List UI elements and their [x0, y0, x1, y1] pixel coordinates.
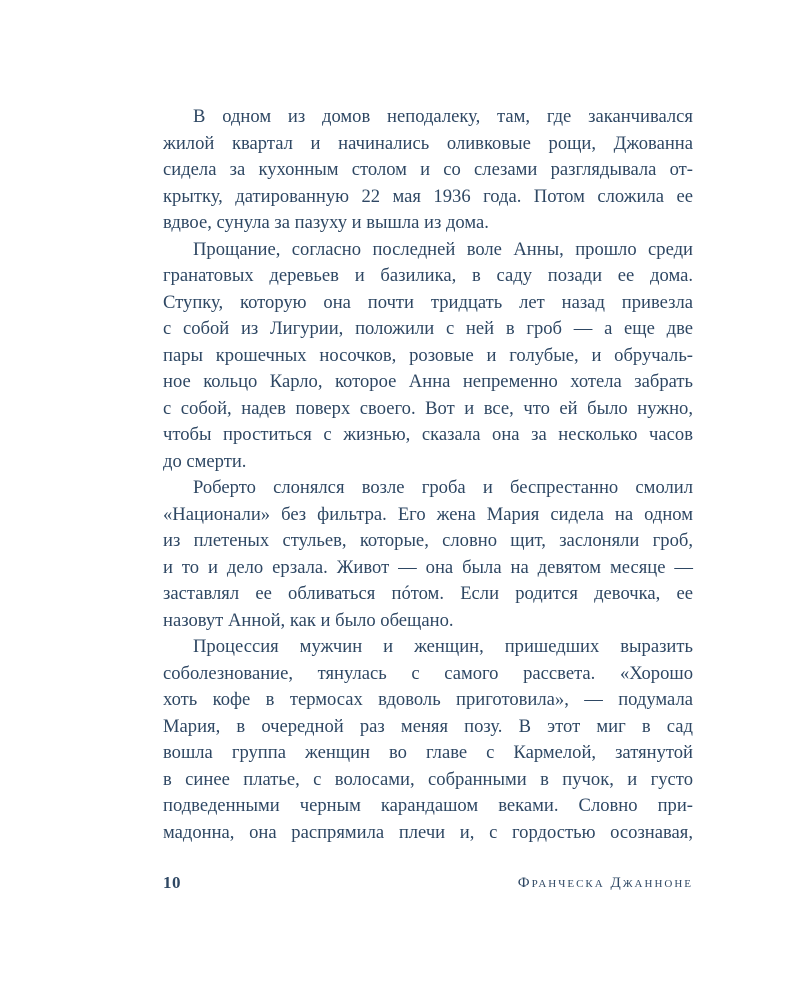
text-line: ное кольцо Карло, которое Анна непременно хотела забрать: [163, 371, 693, 392]
running-head: Франческа Джанноне: [517, 875, 693, 891]
text-line: подведенными черным карандашом веками. Словно при-: [163, 795, 693, 816]
text-line: мадонна, она распрямила плечи и, с гордостью осознавая,: [163, 821, 693, 843]
text-line: Прощание, согласно последней воле Анны, прошло среди: [193, 238, 693, 260]
text-line: вдвое, сунула за пазуху и вышла из дома.: [163, 212, 489, 233]
text-line: назовут Анной, как и было обещано.: [163, 609, 454, 631]
text-line: и то и дело ерзала. Живот — она была на девятом месяце —: [163, 556, 693, 578]
text-line: с собой, надев поверх своего. Вот и все, что ей было нужно,: [163, 397, 693, 419]
text-line: сидела за кухонным столом и со слезами разглядывала от-: [163, 159, 693, 180]
page-footer: [163, 868, 693, 898]
text-line: В одном из домов неподалеку, там, где заканчивался: [193, 106, 693, 127]
text-line: соболезнование, тянулась с самого рассвета. «Хорошо: [163, 662, 693, 684]
text-line: из плетеных стульев, которые, словно щит, заслоняли гроб,: [163, 530, 693, 551]
text-line: вошла группа женщин во главе с Кармелой, затянутой: [163, 742, 693, 763]
text-line: заставлял ее обливаться пóтом. Если родится девочка, ее: [163, 583, 693, 604]
text-line: до смерти.: [163, 450, 247, 472]
page-number: 10: [163, 873, 181, 892]
text-line: Ступку, которую она почти тридцать лет назад привезла: [163, 291, 693, 313]
text-line: чтобы проститься с жизнью, сказала она за несколько часов: [163, 424, 693, 445]
text-line: Процессия мужчин и женщин, пришедших выразить: [193, 636, 693, 657]
text-line: в синее платье, с волосами, собранными в пучок, и густо: [163, 768, 693, 790]
text-line: пары крошечных носочков, розовые и голубые, и обручаль-: [163, 344, 693, 366]
text-line: Роберто слонялся возле гроба и беспрестанно смолил: [193, 477, 693, 498]
body-text: [163, 104, 693, 846]
text-line: с собой из Лигурии, положили с ней в гроб — а еще две: [163, 318, 693, 339]
text-line: гранатовых деревьев и базилика, в саду позади ее дома.: [163, 265, 693, 286]
text-line: крытку, датированную 22 мая 1936 года. Потом сложила ее: [163, 185, 693, 207]
text-line: Мария, в очередной раз меняя позу. В этот миг в сад: [163, 715, 693, 737]
text-line: жилой квартал и начинались оливковые рощи, Джованна: [163, 132, 693, 154]
text-line: «Национали» без фильтра. Его жена Мария сидела на одном: [163, 503, 693, 525]
text-line: хоть кофе в термосах вдоволь приготовила», — подумала: [163, 689, 693, 710]
